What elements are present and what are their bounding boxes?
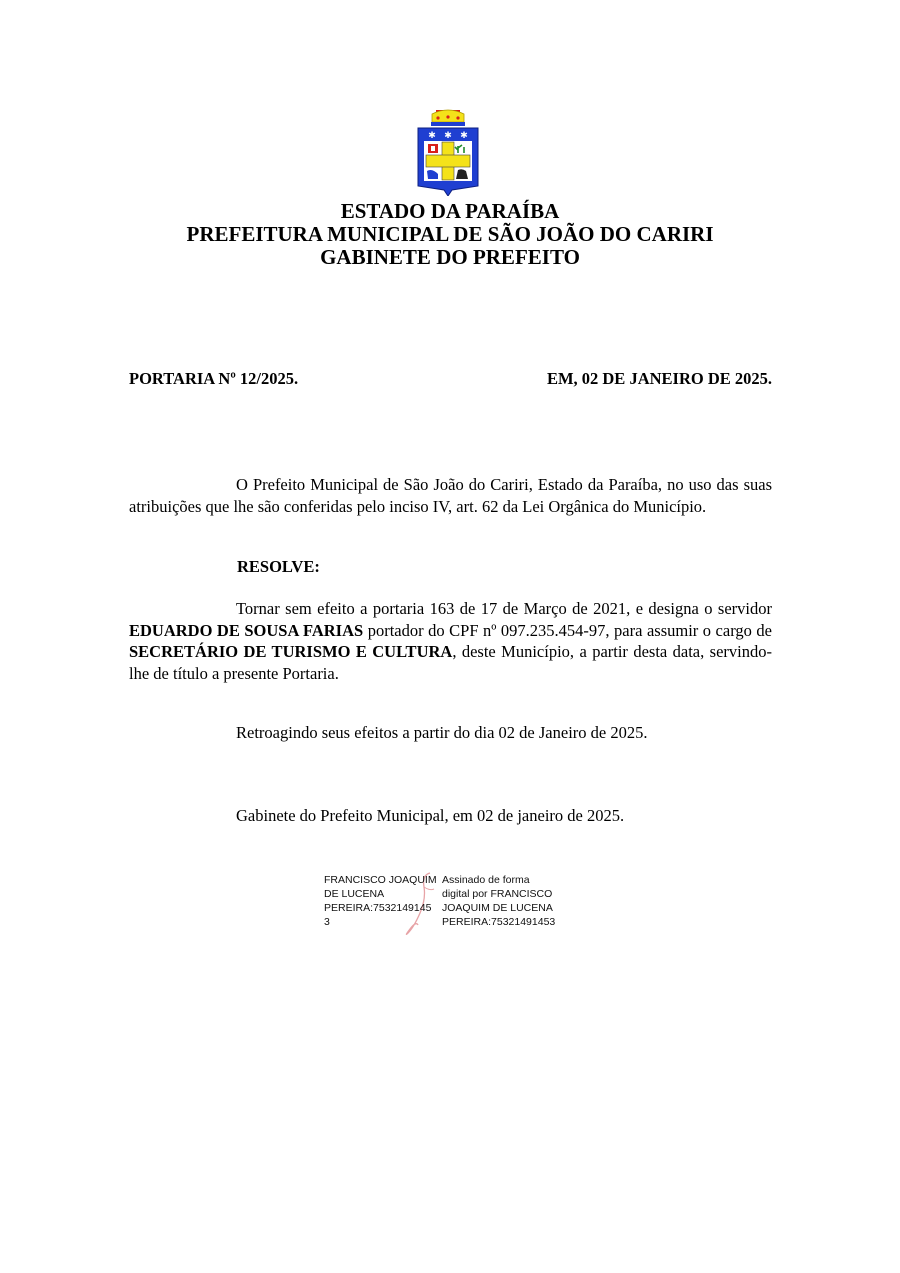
- signature-stamp-block: [442, 873, 572, 929]
- stamp-line: digital por FRANCISCO: [442, 888, 553, 900]
- signer-line: 3: [324, 916, 330, 928]
- intro-paragraph: O Prefeito Municipal de São João do Cariri, Estado da Paraíba, no uso das suas atribuições que lhe são conferidas pelo inciso IV, art. 62 da Lei Orgânica do Município.: [129, 475, 772, 516]
- appointed-role: SECRETÁRIO DE TURISMO E CULTURA: [129, 642, 453, 661]
- signer-name-block: [324, 873, 444, 929]
- signer-line: PEREIRA:7532149145: [324, 902, 432, 914]
- reference-row: [129, 369, 772, 393]
- signer-line: DE LUCENA: [324, 888, 385, 900]
- decision-text-3: , deste Município, a partir desta data, servindo-lhe de título a presente Portaria.: [129, 642, 772, 683]
- appointee-name: EDUARDO DE SOUSA FARIAS: [129, 620, 364, 640]
- ordinance-date: EM, 02 DE JANEIRO DE 2025.: [546, 369, 772, 388]
- header-municipality: PREFEITURA MUNICIPAL DE SÃO JOÃO DO CARIRI: [186, 222, 714, 246]
- svg-text:✱: ✱: [428, 131, 436, 141]
- decision-text-1: Tornar sem efeito a portaria 163 de 17 de Março de 2021, e designa o servidor: [236, 599, 772, 618]
- coat-of-arms-icon: [414, 108, 482, 196]
- resolve-heading: RESOLVE:: [237, 557, 320, 576]
- svg-text:✱: ✱: [460, 131, 468, 141]
- header-state: ESTADO DA PARAÍBA: [340, 199, 560, 223]
- closing-line: Gabinete do Prefeito Municipal, em 02 de janeiro de 2025.: [236, 806, 625, 825]
- stamp-line: JOAQUIM DE LUCENA: [442, 902, 553, 914]
- ordinance-number: PORTARIA Nº 12/2025.: [129, 369, 299, 388]
- svg-text:✱: ✱: [444, 131, 452, 141]
- signer-line: FRANCISCO JOAQUIM: [324, 874, 437, 886]
- header-office: GABINETE DO PREFEITO: [320, 245, 580, 269]
- decision-paragraph: [129, 598, 772, 684]
- stamp-line: PEREIRA:75321491453: [442, 916, 556, 928]
- decision-text-2: portador do CPF nº 097.235.454-97, para assumir o cargo de: [363, 620, 772, 640]
- digital-signature: [322, 869, 572, 939]
- retroactive-clause: Retroagindo seus efeitos a partir do dia 02 de Janeiro de 2025.: [236, 723, 648, 742]
- stamp-line: Assinado de forma: [442, 874, 530, 886]
- document-header: [0, 200, 900, 269]
